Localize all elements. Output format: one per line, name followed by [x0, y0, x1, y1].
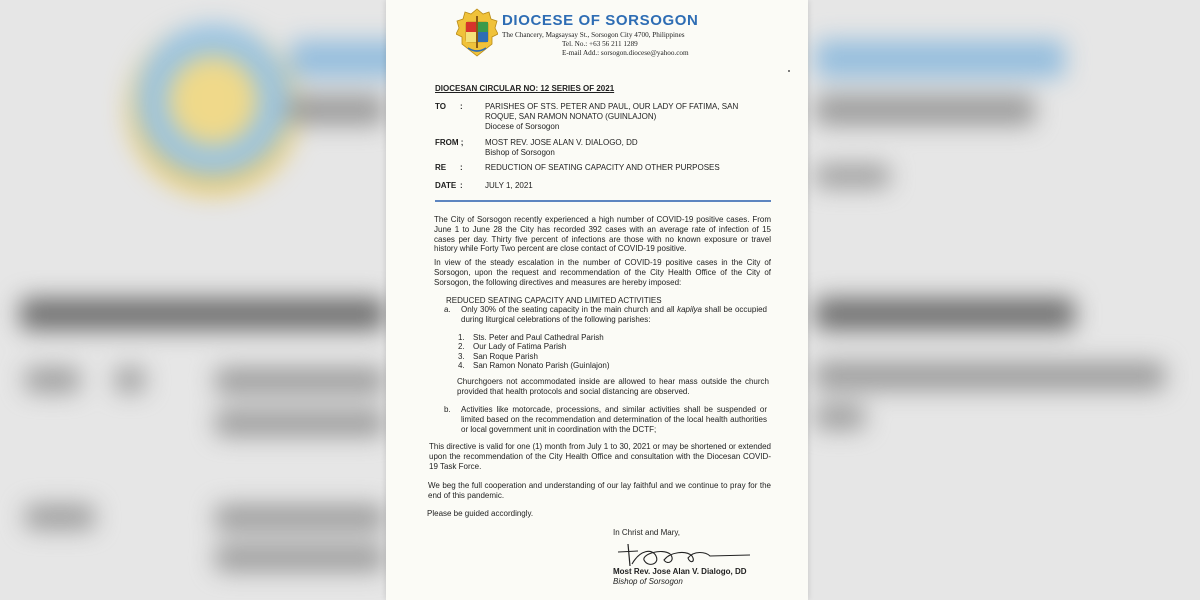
letterhead — [456, 8, 796, 64]
item-b-text: Activities like motorcade, processions, and similar activities shall be suspended or limited based on the recommendation and determination of the local health authorities or local government unit in coordination with the DCTF; — [461, 405, 767, 434]
to-line: ROQUE, SAN RAMON NONATO (GUINLAJON) — [485, 111, 657, 121]
re-label: RE — [435, 163, 447, 172]
telephone-line: Tel. No.: +63 56 211 1289 — [562, 40, 638, 48]
circular-title: DIOCESAN CIRCULAR NO: 12 SERIES OF 2021 — [435, 84, 615, 93]
email-line: E-mail Add.: sorsogon.diocese@yahoo.com — [562, 49, 689, 57]
parish-name: Our Lady of Fatima Parish — [473, 342, 567, 352]
paragraph-covid-cases: The City of Sorsogon recently experienced a high number of COVID-19 positive cases. From June 1 to June 28 the City has recorded 392 cases with an average rate of infection of 15 cases per day. Thirty five percent of infections are those with no known exposure or travel history while Forty Two percent are close contact of COVID-19 positive. — [434, 215, 771, 254]
colon: : — [460, 163, 463, 172]
parish-name: San Roque Parish — [473, 351, 538, 361]
from-line: Bishop of Sorsogon — [485, 147, 555, 157]
from-line: MOST REV. JOSE ALAN V. DIALOGO, DD — [485, 138, 638, 147]
address-line: The Chancery, Magsaysay St., Sorsogon City 4700, Philippines — [502, 31, 685, 39]
item-marker: a. — [444, 305, 451, 314]
to-line: Diocese of Sorsogon — [485, 121, 560, 131]
blurred-line — [815, 95, 1035, 125]
header-divider — [435, 200, 771, 202]
blurred-line — [815, 165, 890, 187]
diocese-seal-icon — [456, 8, 498, 58]
date-label: DATE — [435, 181, 457, 190]
section-heading: REDUCED SEATING CAPACITY AND LIMITED ACTIVITIES — [446, 296, 662, 305]
from-label: FROM ; — [435, 138, 464, 147]
paper-speck — [788, 70, 790, 72]
paragraph-guided: Please be guided accordingly. — [427, 509, 534, 518]
blurred-line — [20, 298, 385, 330]
parish-list — [458, 333, 708, 370]
circular-document — [386, 0, 808, 600]
blurred-line — [815, 298, 1075, 330]
paragraph-churchgoers: Churchgoers not accommodated inside are allowed to hear mass outside the church provided that health protocols and social distancing are observed. — [457, 377, 769, 396]
list-number: 4. — [458, 360, 465, 370]
item-marker: b. — [444, 405, 451, 414]
paragraph-cooperation: We beg the full cooperation and understanding of our lay faithful and we continue to pray for the end of this pandemic. — [428, 481, 771, 500]
colon: : — [460, 102, 463, 111]
list-number: 2. — [458, 342, 465, 352]
blurred-line — [215, 410, 385, 436]
closing-salutation: In Christ and Mary, — [613, 528, 680, 537]
blurred-line — [215, 368, 385, 394]
blurred-line — [215, 505, 385, 531]
paragraph-directives: In view of the steady escalation in the number of COVID-19 positive cases in the City of Sorsogon, upon the request and recommendation of the City Health Office of the City of Sorsogon, the following directives and measures are hereby imposed: — [434, 258, 771, 287]
parish-name: Sts. Peter and Paul Cathedral Parish — [473, 333, 604, 342]
item-a-text-pre: Only 30% of the seating capacity in the main church and all — [461, 305, 678, 314]
paragraph-validity: This directive is valid for one (1) month from July 1 to 30, 2021 or may be shortened or extended upon the recommendation of the City Health Office and consultation with the Diocesan COVID-19 Task Force. — [429, 442, 771, 471]
re-value: REDUCTION OF SEATING CAPACITY AND OTHER PURPOSES — [485, 163, 720, 172]
blurred-line — [215, 545, 385, 571]
blurred-header-right — [815, 40, 1065, 78]
list-number: 3. — [458, 351, 465, 361]
list-item — [458, 333, 708, 342]
blurred-line — [25, 368, 80, 392]
signatory-title: Bishop of Sorsogon — [613, 577, 683, 586]
item-a-text-italic: kapilya — [677, 305, 702, 314]
to-value — [485, 102, 785, 131]
list-item — [458, 342, 708, 351]
list-number: 1. — [458, 333, 465, 342]
blurred-line — [25, 505, 95, 529]
letterhead-address — [502, 31, 792, 58]
signatory-name: Most Rev. Jose Alan V. Dialogo, DD — [613, 567, 747, 576]
blurred-line — [815, 405, 865, 429]
list-item — [458, 352, 708, 361]
blurred-seal — [128, 24, 298, 194]
blurred-line — [815, 362, 1165, 390]
parish-name: San Ramon Nonato Parish (Guinlajon) — [473, 360, 610, 370]
diocese-name: DIOCESE OF SORSOGON — [502, 12, 699, 29]
to-label: TO — [435, 102, 446, 111]
colon: : — [460, 181, 463, 190]
list-item — [458, 361, 708, 370]
item-a-text — [461, 305, 767, 325]
blurred-line — [115, 368, 145, 392]
blurred-line — [290, 95, 385, 125]
item-a-text-post: shall be occupied during liturgical celebrations of the following parishes: — [461, 305, 767, 324]
to-line: PARISHES OF STS. PETER AND PAUL, OUR LADY OF FATIMA, SAN — [485, 102, 739, 111]
date-value: JULY 1, 2021 — [485, 181, 533, 190]
from-value — [485, 138, 785, 158]
